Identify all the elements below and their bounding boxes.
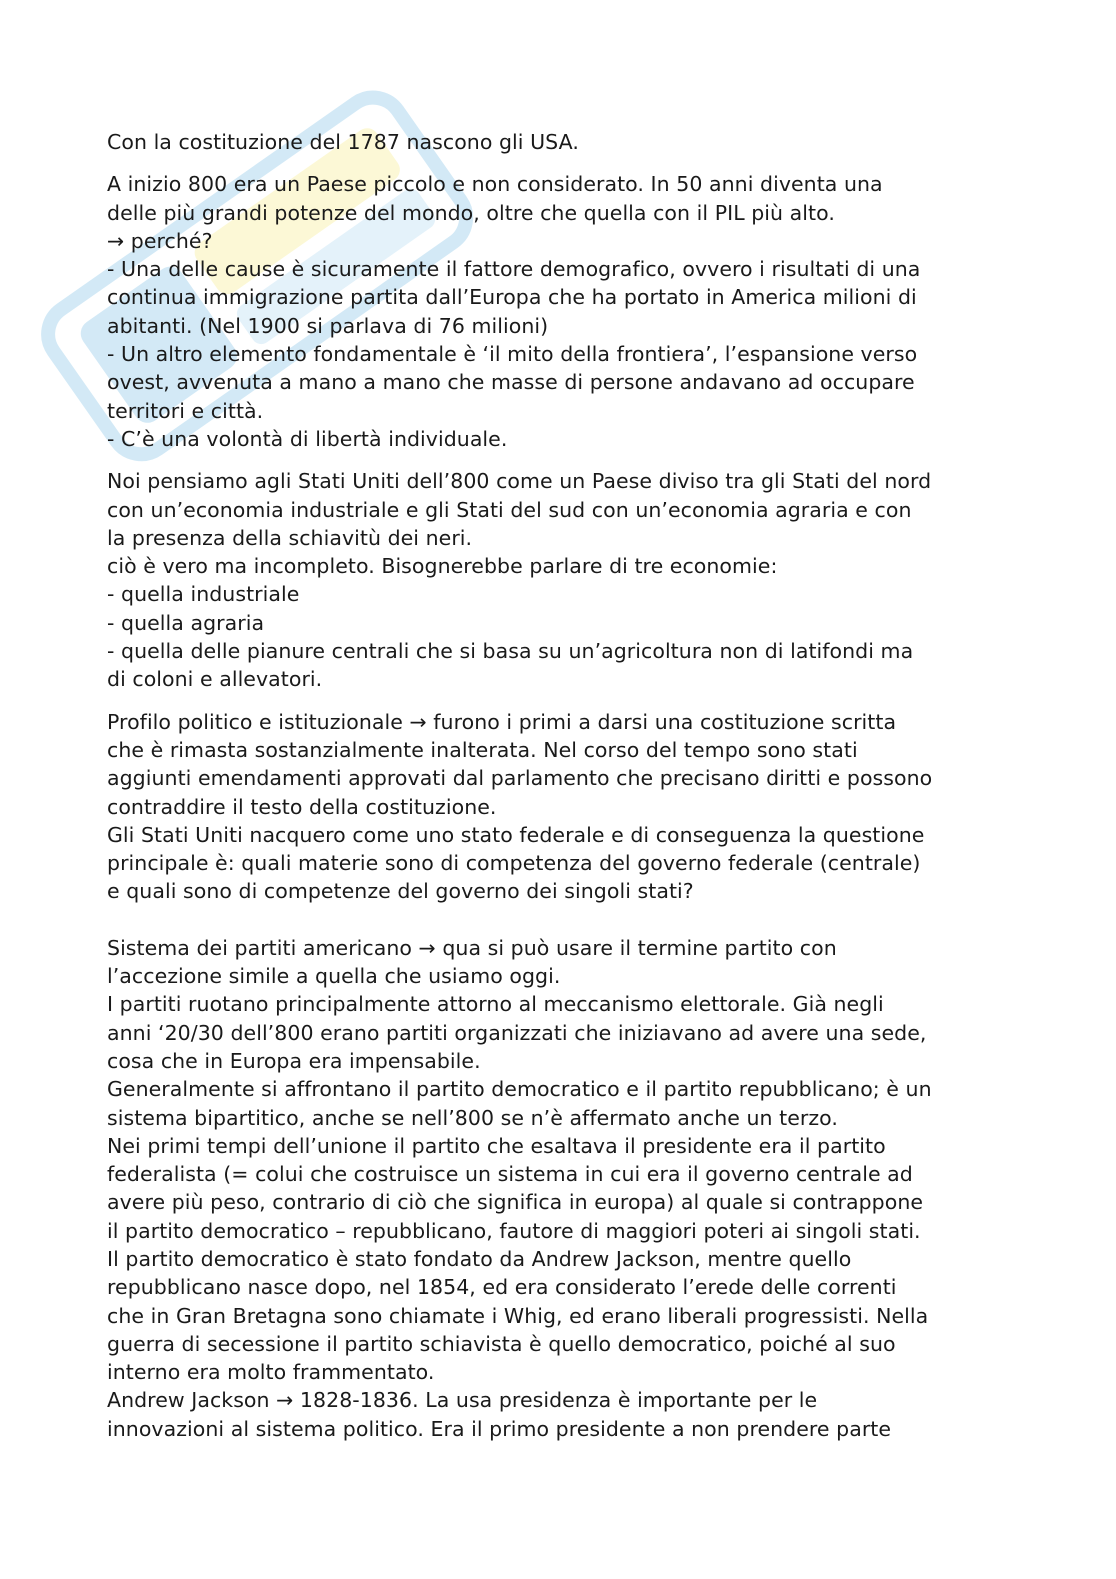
text-line: Gli Stati Uniti nacquero come uno stato federale e di conseguenza la questione	[107, 822, 925, 847]
text-line: I partiti ruotano principalmente attorno al meccanismo elettorale. Già negli	[107, 992, 884, 1017]
text-line: Sistema dei partiti americano → qua si può usare il termine partito con	[107, 935, 837, 960]
text-line: avere più peso, contrario di ciò che significa in europa) al quale si contrappone	[107, 1190, 924, 1215]
text-line: aggiunti emendamenti approvati dal parlamento che precisano diritti e possono	[107, 766, 933, 791]
text-line: che in Gran Bretagna sono chiamate i Whig, ed erano liberali progressisti. Nella	[107, 1303, 929, 1328]
text-line: cosa che in Europa era impensabile.	[107, 1048, 481, 1073]
text-line: guerra di secessione il partito schiavista è quello democratico, poiché al suo	[107, 1331, 896, 1356]
text-line: interno era molto frammentato.	[107, 1360, 435, 1385]
text-line: - quella agraria	[107, 610, 265, 635]
text-line: innovazioni al sistema politico. Era il primo presidente a non prendere parte	[107, 1416, 892, 1441]
text-line: → perché?	[107, 228, 213, 253]
text-line: - quella delle pianure centrali che si basa su un’agricoltura non di latifondi ma	[107, 639, 914, 664]
text-line: anni ‘20/30 dell’800 erano partiti organizzati che iniziavano ad avere una sede,	[107, 1020, 927, 1045]
text-line: sistema bipartitico, anche se nell’800 se n’è affermato anche un terzo.	[107, 1105, 838, 1130]
text-line: Nei primi tempi dell’unione il partito che esaltava il presidente era il partito	[107, 1133, 886, 1158]
text-line: l’accezione simile a quella che usiamo oggi.	[107, 964, 561, 989]
text-line: Noi pensiamo agli Stati Uniti dell’800 come un Paese diviso tra gli Stati del nord	[107, 469, 932, 494]
paragraph-economies	[107, 467, 1007, 693]
text-line: la presenza della schiavitù dei neri.	[107, 525, 473, 550]
document-body	[107, 128, 1007, 1457]
paragraph-growth	[107, 170, 1007, 453]
text-line: Andrew Jackson → 1828-1836. La usa presidenza è importante per le	[107, 1388, 818, 1413]
text-line: continua immigrazione partita dall’Europa che ha portato in America milioni di	[107, 285, 917, 310]
text-line: il partito democratico – repubblicano, fautore di maggiori poteri ai singoli stati.	[107, 1218, 921, 1243]
text-line: Il partito democratico è stato fondato da Andrew Jackson, mentre quello	[107, 1246, 852, 1271]
text-line: Profilo politico e istituzionale → furono i primi a darsi una costituzione scritta	[107, 709, 897, 734]
text-line: - quella industriale	[107, 582, 300, 607]
text-line: Generalmente si affrontano il partito democratico e il partito repubblicano; è un	[107, 1077, 932, 1102]
text-line: A inizio 800 era un Paese piccolo e non considerato. In 50 anni diventa una	[107, 172, 883, 197]
text-line: - Un altro elemento fondamentale è ‘il mito della frontiera’, l’espansione verso	[107, 342, 918, 367]
text-line: e quali sono di competenze del governo dei singoli stati?	[107, 879, 694, 904]
text-line: federalista (= colui che costruisce un sistema in cui era il governo centrale ad	[107, 1162, 913, 1187]
text-line: principale è: quali materie sono di competenza del governo federale (centrale)	[107, 851, 921, 876]
text-line: - C’è una volontà di libertà individuale.	[107, 426, 508, 451]
text-line: abitanti. (Nel 1900 si parlava di 76 milioni)	[107, 313, 549, 338]
paragraph-political-profile	[107, 708, 1007, 906]
text-line: ciò è vero ma incompleto. Bisognerebbe parlare di tre economie:	[107, 554, 778, 579]
text-line: che è rimasta sostanzialmente inalterata. Nel corso del tempo sono stati	[107, 737, 858, 762]
text-line: ovest, avvenuta a mano a mano che masse di persone andavano ad occupare	[107, 370, 915, 395]
text-line: con un’economia industriale e gli Stati del sud con un’economia agraria e con	[107, 497, 912, 522]
text-line: - Una delle cause è sicuramente il fattore demografico, ovvero i risultati di una	[107, 257, 921, 282]
text-line: di coloni e allevatori.	[107, 667, 323, 692]
paragraph-intro	[107, 128, 1007, 156]
text-line: Con la costituzione del 1787 nascono gli USA.	[107, 130, 579, 154]
text-line: repubblicano nasce dopo, nel 1854, ed era considerato l’erede delle correnti	[107, 1275, 897, 1300]
text-line: territori e città.	[107, 398, 264, 423]
text-line: contraddire il testo della costituzione.	[107, 794, 497, 819]
text-line: delle più grandi potenze del mondo, oltre che quella con il PIL più alto.	[107, 200, 835, 225]
paragraph-party-system	[107, 934, 1007, 1443]
